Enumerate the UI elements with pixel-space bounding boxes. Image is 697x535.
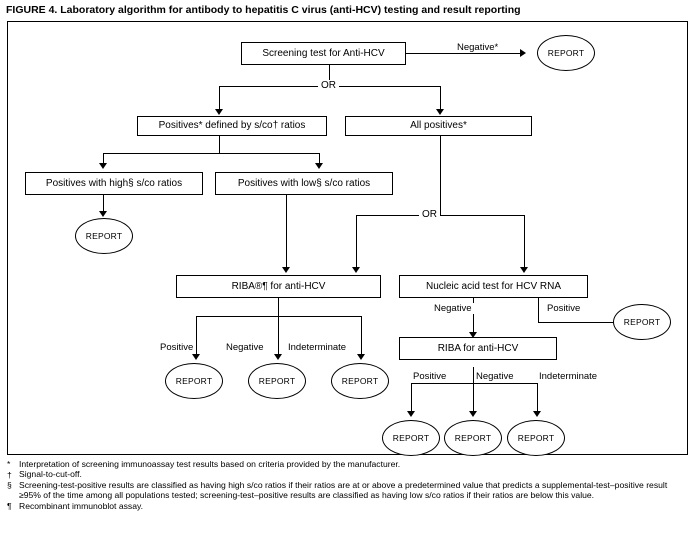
connector <box>219 136 220 153</box>
label-negative-nat: Negative <box>434 303 472 314</box>
arrow-icon <box>99 163 107 169</box>
report-circle-high-sco[interactable]: REPORT <box>75 218 133 254</box>
label-or-1: OR <box>318 80 339 91</box>
footnote-mark: ¶ <box>7 500 12 511</box>
arrow-icon <box>192 354 200 360</box>
footnote-item <box>7 459 691 469</box>
connector <box>524 215 525 271</box>
footnote-mark: * <box>7 459 11 469</box>
label-indeterminate-riba: Indeterminate <box>288 342 347 353</box>
node-all-positives[interactable]: All positives* <box>345 116 532 136</box>
connector <box>538 322 618 323</box>
label-positive-nat: Positive <box>547 303 581 314</box>
connector <box>406 53 521 54</box>
label-negative-riba2: Negative <box>476 371 514 382</box>
connector <box>103 153 319 154</box>
report-circle-riba-negative[interactable]: REPORT <box>248 363 306 399</box>
figure-title: FIGURE 4. Laboratory algorithm for antibody to hepatitis C virus (anti-HCV) testing and result reporting <box>6 4 521 16</box>
footnote-text: Interpretation of screening immunoassay test results based on criteria provided by the manufacturer. <box>19 459 401 469</box>
arrow-icon <box>215 109 223 115</box>
footnote-item <box>7 501 691 511</box>
arrow-icon <box>274 354 282 360</box>
connector <box>356 215 357 271</box>
arrow-icon <box>533 411 541 417</box>
footnote-text: Signal-to-cut-off. <box>19 469 82 480</box>
label-positive-riba2: Positive <box>413 371 447 382</box>
node-screening-test[interactable]: Screening test for Anti-HCV <box>241 42 406 65</box>
node-high-sco[interactable]: Positives with high§ s/co ratios <box>25 172 203 195</box>
footnote-item <box>7 480 691 501</box>
arrow-icon <box>520 49 526 57</box>
report-circle-riba-positive[interactable]: REPORT <box>165 363 223 399</box>
arrow-icon <box>407 411 415 417</box>
arrow-icon <box>436 109 444 115</box>
label-positive-riba: Positive <box>160 342 194 353</box>
report-circle-riba2-positive[interactable]: REPORT <box>382 420 440 456</box>
report-circle-riba2-indeterminate[interactable]: REPORT <box>507 420 565 456</box>
connector <box>356 215 524 216</box>
arrow-icon <box>469 411 477 417</box>
footnote-mark: § <box>7 479 12 490</box>
node-nucleic-acid-test[interactable]: Nucleic acid test for HCV RNA <box>399 275 588 298</box>
node-low-sco[interactable]: Positives with low§ s/co ratios <box>215 172 393 195</box>
report-circle-nat-positive[interactable]: REPORT <box>613 304 671 340</box>
node-riba-anti-hcv-2[interactable]: RIBA for anti-HCV <box>399 337 557 360</box>
report-circle-top[interactable]: REPORT <box>537 35 595 71</box>
footnote-text: Recombinant immunoblot assay. <box>19 500 144 511</box>
node-positives-sco[interactable]: Positives* defined by s/co† ratios <box>137 116 327 136</box>
connector <box>196 316 197 358</box>
footnotes <box>7 459 691 511</box>
connector <box>278 316 279 358</box>
arrow-icon <box>315 163 323 169</box>
label-indeterminate-riba2: Indeterminate <box>539 371 598 382</box>
label-or-2: OR <box>419 209 440 220</box>
connector <box>411 383 537 384</box>
node-riba-anti-hcv[interactable]: RIBA®¶ for anti-HCV <box>176 275 381 298</box>
label-negative-riba: Negative <box>226 342 264 353</box>
connector <box>286 195 287 271</box>
arrow-icon <box>282 267 290 273</box>
report-circle-riba2-negative[interactable]: REPORT <box>444 420 502 456</box>
arrow-icon <box>357 354 365 360</box>
connector <box>278 298 279 316</box>
report-circle-riba-indeterminate[interactable]: REPORT <box>331 363 389 399</box>
footnote-item <box>7 469 691 479</box>
connector <box>440 136 441 215</box>
connector <box>538 298 539 322</box>
arrow-icon <box>352 267 360 273</box>
arrow-icon <box>99 211 107 217</box>
diagram-frame <box>7 21 688 455</box>
footnote-text: Screening-test-positive results are classified as having high s/co ratios if their ratios are at or above a predetermined value that predicts a supplemental-test–positive result ≥95% of the time among all populations tested; screening-test–positive results are classified as having low s/co ratios if their ratios are below this value. <box>19 479 668 501</box>
footnote-mark: † <box>7 470 12 481</box>
connector <box>361 316 362 358</box>
label-negative-top: Negative* <box>457 42 499 53</box>
arrow-icon <box>520 267 528 273</box>
